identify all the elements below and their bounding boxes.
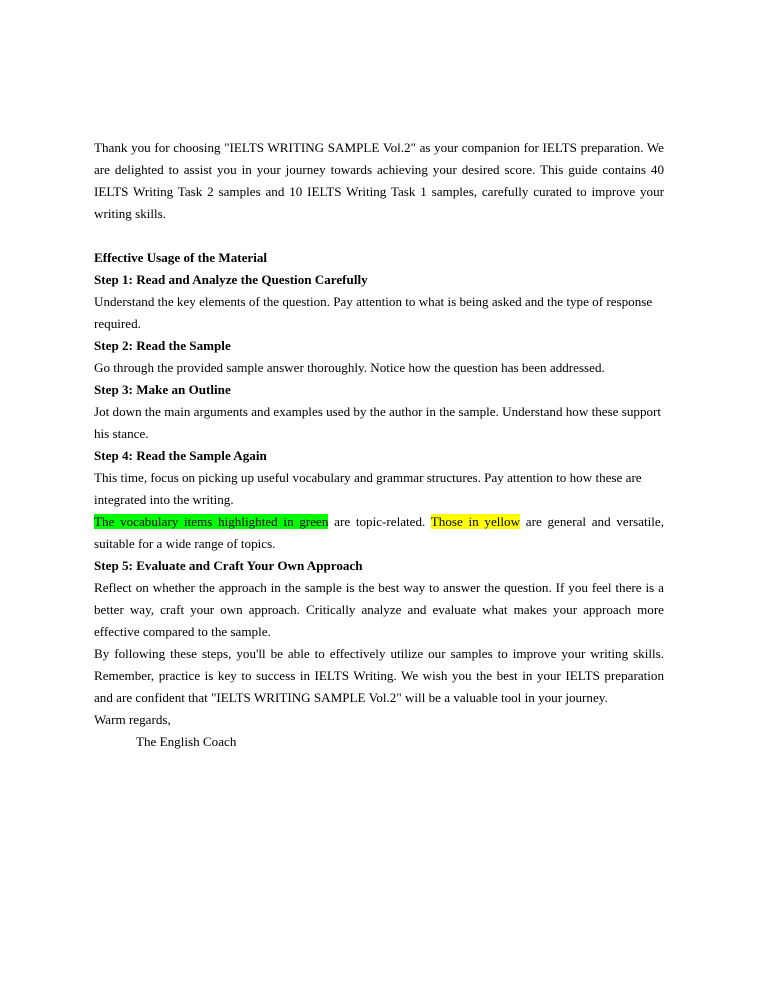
green-highlight-text: The vocabulary items highlighted in green (94, 514, 329, 529)
step-5-heading: Step 5: Evaluate and Craft Your Own Approach (94, 558, 363, 573)
usage-heading: Effective Usage of the Material (94, 250, 268, 265)
step-3-heading: Step 3: Make an Outline (94, 382, 231, 397)
step-2-body: Go through the provided sample answer thoroughly. Notice how the question has been addressed. (94, 360, 605, 375)
closing-paragraph: By following these steps, you'll be able to effectively utilize our samples to improve your writing skills. Remember, practice is key to success in IELTS Writing. We wish you the best in your IELTS preparation and are confident that "IELTS WRITING SAMPLE Vol.2" will be a valuable tool in your journey. (94, 646, 664, 705)
step-2-heading: Step 2: Read the Sample (94, 338, 231, 353)
highlight-note (94, 511, 664, 555)
salutation: Warm regards, (94, 712, 171, 727)
document-body (94, 137, 664, 753)
step-1-heading: Step 1: Read and Analyze the Question Carefully (94, 272, 368, 287)
signature: The English Coach (136, 734, 237, 749)
highlight-end-text: are general and versatile, suitable for a wide range of topics. (94, 514, 665, 551)
step-1-body: Understand the key elements of the question. Pay attention to what is being asked and the type of response required. (94, 294, 653, 331)
step-4-body: This time, focus on picking up useful vocabulary and grammar structures. Pay attention to how these are integrated into the writing. (94, 470, 642, 507)
highlight-middle-text: are topic-related. (328, 514, 431, 529)
intro-paragraph: Thank you for choosing "IELTS WRITING SAMPLE Vol.2" as your companion for IELTS preparation. We are delighted to assist you in your journey towards achieving your desired score. This guide contains 40 IELTS Writing Task 2 samples and 10 IELTS Writing Task 1 samples, carefully curated to improve your writing skills. (94, 140, 664, 221)
step-5-body: Reflect on whether the approach in the sample is the best way to answer the question. If you feel there is a better way, craft your own approach. Critically analyze and evaluate what makes your approach more effective compared to the sample. (94, 580, 664, 639)
paragraph-spacer (94, 225, 664, 247)
step-3-body: Jot down the main arguments and examples used by the author in the sample. Understand how these support his stance. (94, 404, 662, 441)
step-4-heading: Step 4: Read the Sample Again (94, 448, 267, 463)
yellow-highlight-text: Those in yellow (430, 514, 521, 529)
